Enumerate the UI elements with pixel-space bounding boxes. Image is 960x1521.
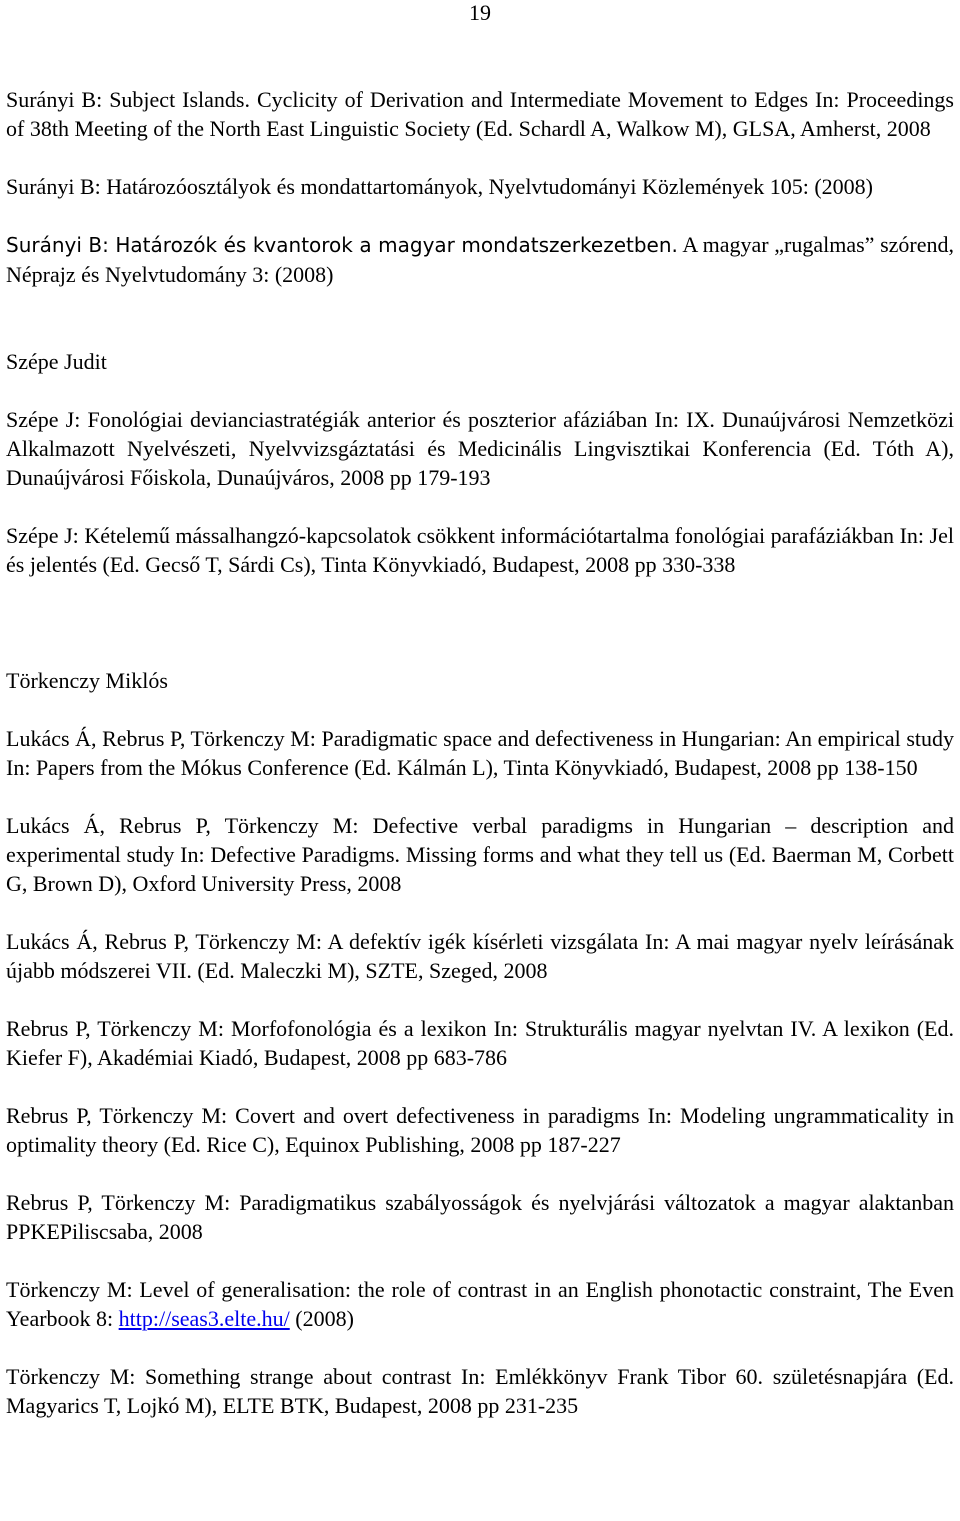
reference-entry: Lukács Á, Rebrus P, Törkenczy M: Defective verbal paradigms in Hungarian – description and experimental study In: Defective Paradigms. Missing forms and what they tell us (Ed. Baerman M, Corbett G, Brown D), Oxford University Press, 2008 — [6, 813, 954, 896]
reference-entry: Surányi B: Subject Islands. Cyclicity of Derivation and Intermediate Movement to Edges In: Proceedings of 38th Meeting of the North East Linguistic Society (Ed. Schardl A, Walkow M), GLSA, Amherst, 2008 — [6, 87, 954, 141]
reference-entry: Rebrus P, Törkenczy M: Paradigmatikus szabályosságok és nyelvjárási változatok a magyar alaktanban PPKEPiliscsaba, 2008 — [6, 1190, 954, 1244]
reference-entry-part: Surányi B: Határozók és kvantorok a magyar mondatszerkezetben. — [6, 233, 678, 257]
reference-entry: Szépe J: Fonológiai devianciastratégiák anterior és poszterior afáziában In: IX. Dunaújvárosi Nemzetközi Alkalmazott Nyelvészeti, Nyelvvizsgáztatási és Medicinális Lingvisztikai Konferencia (Ed. Tóth A), Dunaújvárosi Főiskola, Dunaújváros, 2008 pp 179-193 — [6, 407, 954, 490]
yearbook-link[interactable]: http://seas3.elte.hu/ — [118, 1306, 290, 1331]
reference-entry: Törkenczy M: Something strange about contrast In: Emlékkönyv Frank Tibor 60. születésnapjára (Ed. Magyarics T, Lojkó M), ELTE BTK, Budapest, 2008 pp 231-235 — [6, 1364, 954, 1418]
document-body — [6, 85, 954, 1420]
author-heading: Törkenczy Miklós — [6, 668, 168, 693]
reference-entry-part: (2008) — [289, 1306, 354, 1331]
reference-entry: Surányi B: Határozóosztályok és mondattartományok, Nyelvtudományi Közlemények 105: (2008) — [6, 174, 873, 199]
page-number: 19 — [469, 0, 491, 25]
author-heading: Szépe Judit — [6, 349, 107, 374]
reference-entry: Szépe J: Kételemű mássalhangzó-kapcsolatok csökkent információtartalma fonológiai parafáziákban In: Jel és jelentés (Ed. Gecső T, Sárdi Cs), Tinta Könyvkiadó, Budapest, 2008 pp 330-338 — [6, 523, 954, 577]
reference-entry-part: Törkenczy M: Level of generalisation: the role of contrast in an English phonotactic constraint, The Even Yearbook 8: — [6, 1277, 954, 1331]
reference-entry: Rebrus P, Törkenczy M: Morfofonológia és a lexikon In: Strukturális magyar nyelvtan IV. A lexikon (Ed. Kiefer F), Akadémiai Kiadó, Budapest, 2008 pp 683-786 — [6, 1016, 954, 1070]
reference-entry: Lukács Á, Rebrus P, Törkenczy M: A defektív igék kísérleti vizsgálata In: A mai magyar nyelv leírásának újabb módszerei VII. (Ed. Maleczki M), SZTE, Szeged, 2008 — [6, 929, 954, 983]
reference-entry: Lukács Á, Rebrus P, Törkenczy M: Paradigmatic space and defectiveness in Hungarian: An empirical study In: Papers from the Mókus Conference (Ed. Kálmán L), Tinta Könyvkiadó, Budapest, 2008 pp 138-150 — [6, 726, 954, 780]
reference-entry — [6, 230, 954, 289]
reference-entry — [6, 1275, 954, 1333]
reference-entry-part: A magyar „rugalmas” szórend, Néprajz és Nyelvtudomány 3: (2008) — [6, 232, 954, 287]
reference-entry: Rebrus P, Törkenczy M: Covert and overt defectiveness in paradigms In: Modeling ungrammaticality in optimality theory (Ed. Rice C), Equinox Publishing, 2008 pp 187-227 — [6, 1103, 954, 1157]
